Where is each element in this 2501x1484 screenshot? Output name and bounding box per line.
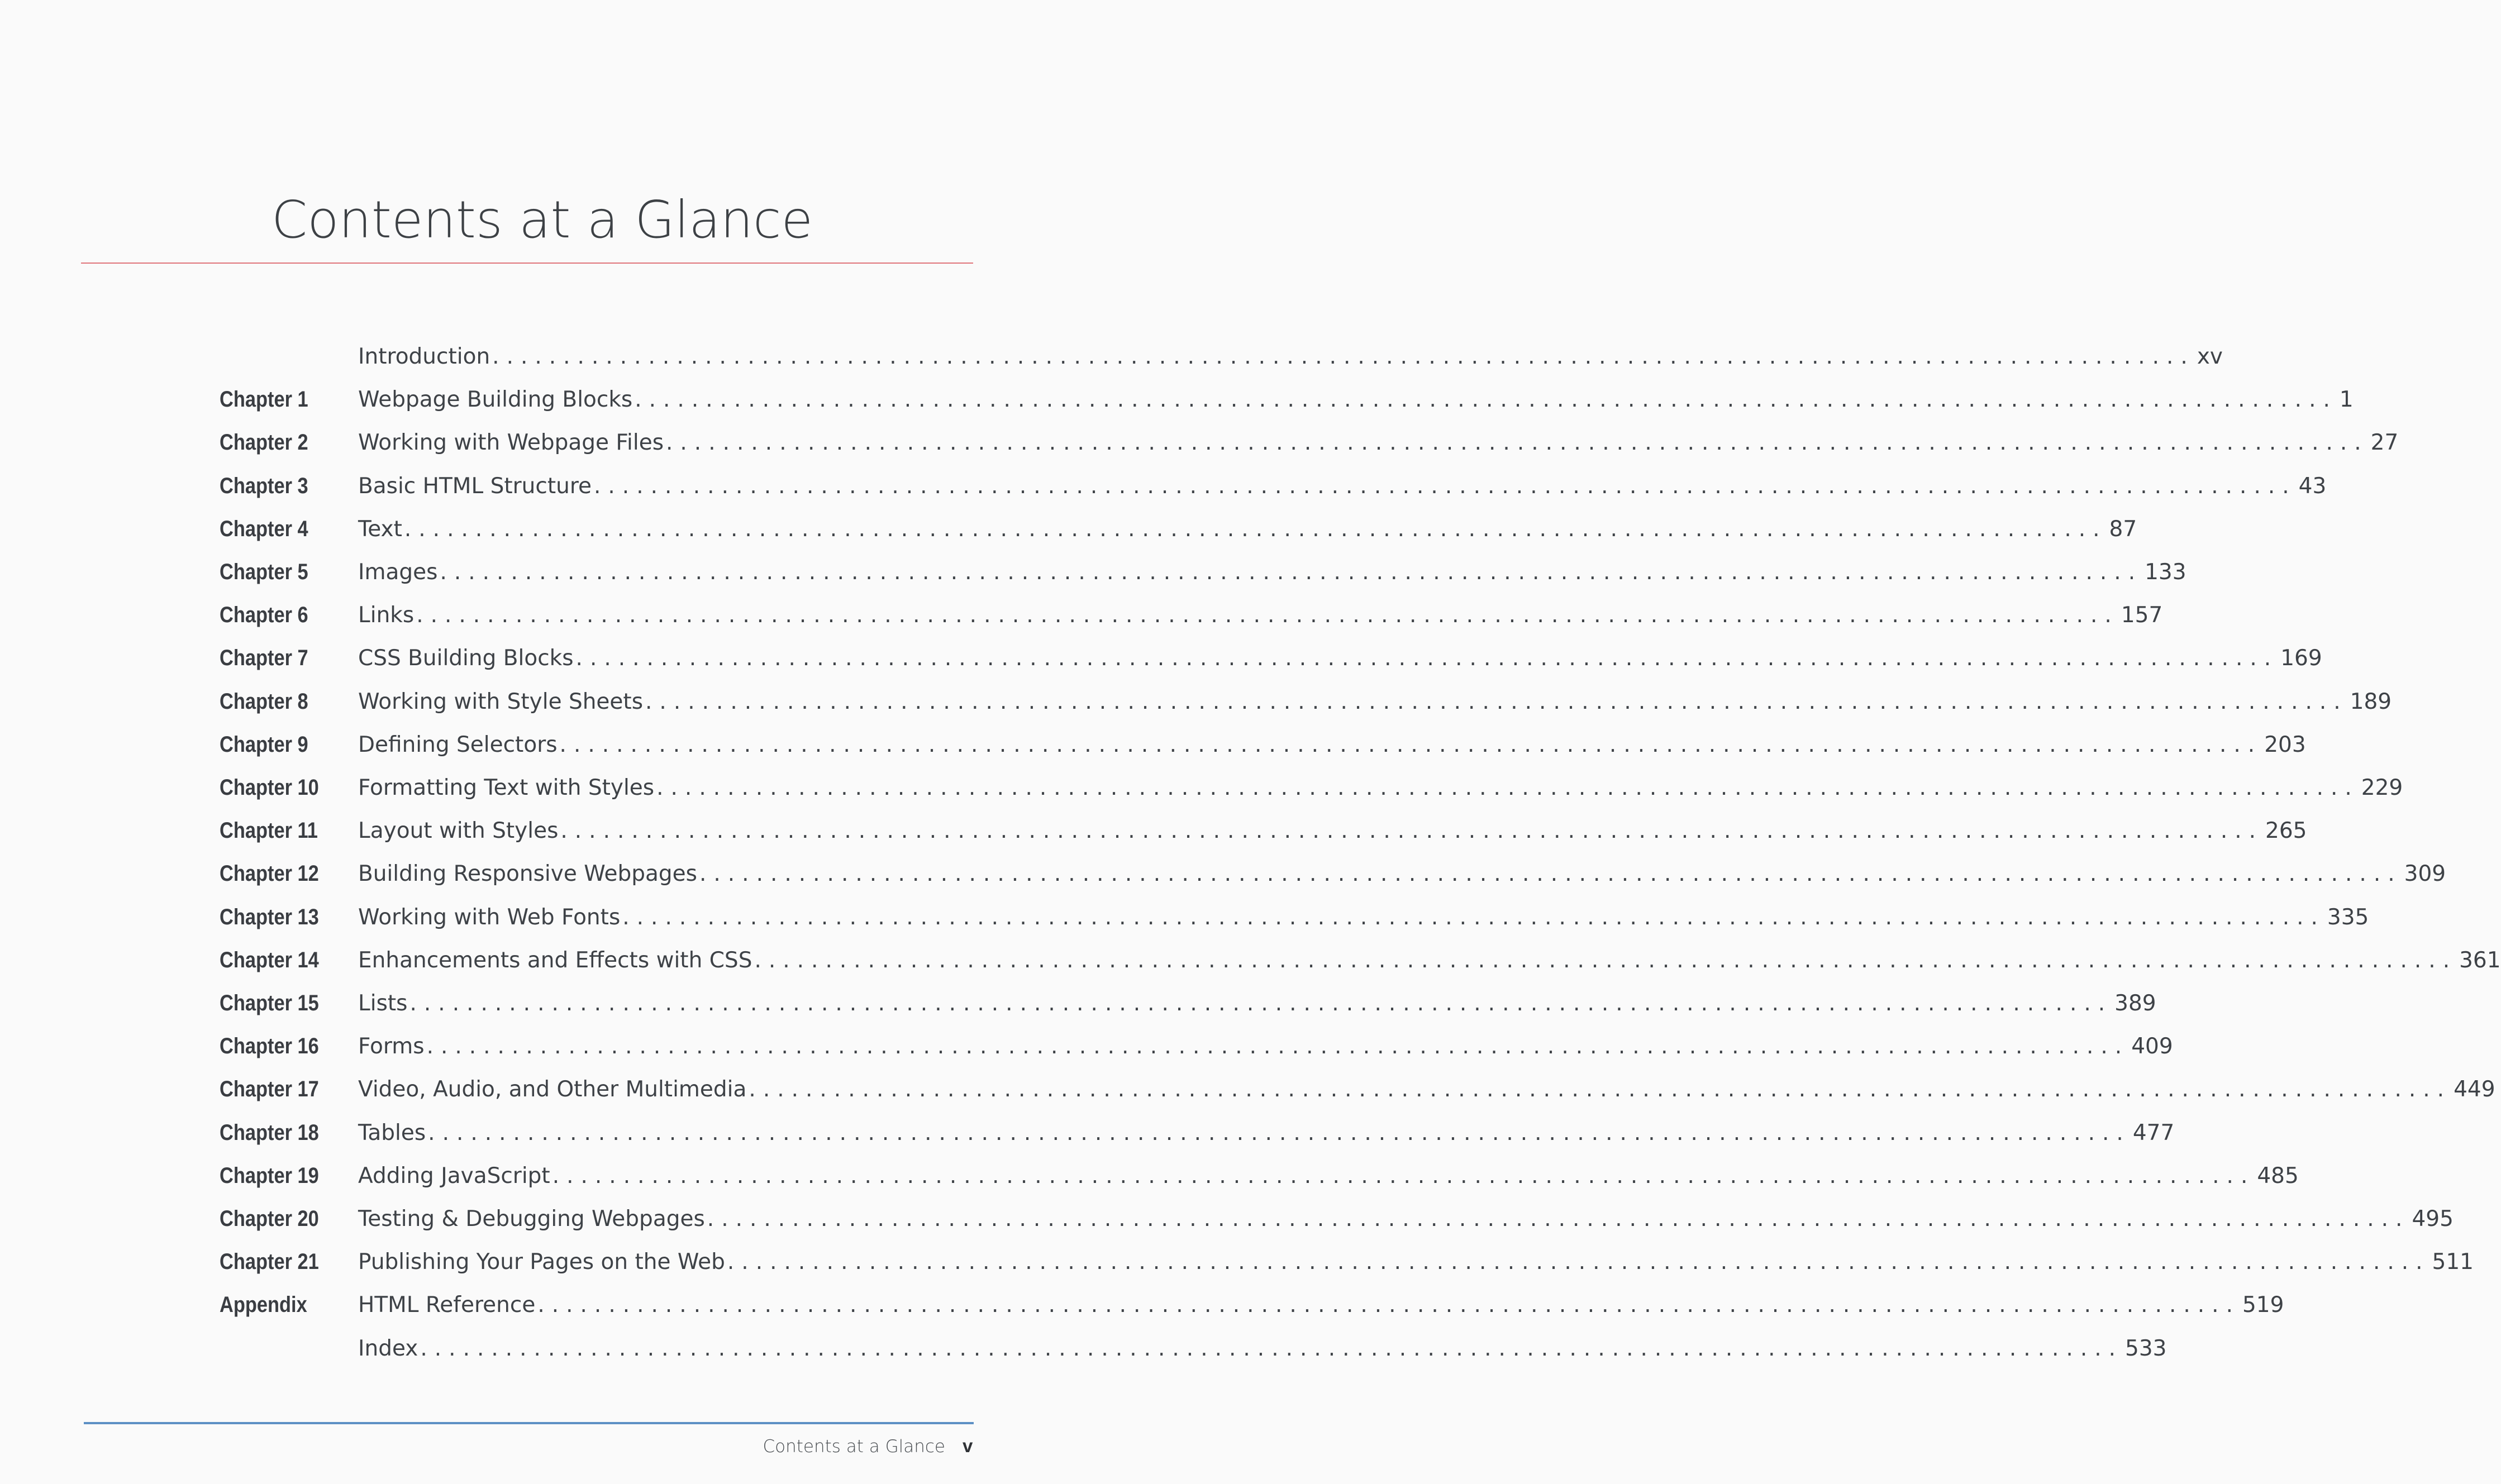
toc-page-number: 335: [2327, 904, 2369, 930]
dot-leader: ........................................................................................................................: [666, 430, 2369, 456]
toc-page-number: 511: [2432, 1249, 2474, 1275]
toc-page-number: 43: [2298, 473, 2327, 499]
toc-entry-title: Layout with Styles: [358, 818, 559, 844]
toc-page-number: 189: [2350, 689, 2392, 714]
toc-entry-line: [358, 1111, 2175, 1154]
toc-chapter-label: Chapter 6: [220, 603, 308, 628]
toc-entry-line: [358, 896, 2369, 939]
toc-entry-line: [358, 465, 2327, 508]
toc-page-number: 361: [2459, 947, 2501, 973]
toc-page-number: 27: [2370, 430, 2399, 456]
toc-entry: [0, 809, 2307, 852]
toc-page-number: 409: [2131, 1034, 2173, 1060]
toc-chapter-label: Chapter 5: [220, 560, 308, 584]
toc-entry-line: [358, 1068, 2495, 1111]
dot-leader: ........................................................................................................................: [594, 473, 2297, 499]
toc-chapter-label: Chapter 7: [220, 646, 308, 671]
toc-chapter-label: Chapter 12: [220, 861, 319, 886]
toc-entry-title: Working with Style Sheets: [358, 689, 644, 714]
toc-page-number: 157: [2121, 603, 2163, 628]
toc-entry-title: Introduction: [358, 344, 490, 369]
toc-entry-title: Building Responsive Webpages: [358, 861, 697, 887]
toc-chapter-label: Chapter 16: [220, 1034, 319, 1059]
dot-leader: ........................................................................................................................: [699, 861, 2402, 887]
toc-entry-line: [358, 637, 2322, 680]
toc-page-number: 485: [2257, 1163, 2299, 1189]
dot-leader: ........................................................................................................................: [754, 947, 2457, 973]
toc-entry: [0, 1197, 2454, 1240]
dot-leader: ........................................................................................................................: [537, 1292, 2240, 1318]
toc-entry-title: Enhancements and Effects with CSS: [358, 947, 752, 973]
toc-entry-title: Publishing Your Pages on the Web: [358, 1249, 725, 1275]
toc-entry-title: Links: [358, 603, 415, 628]
toc-entry-line: [358, 1197, 2454, 1240]
toc-entry-line: [358, 982, 2156, 1025]
toc-entry-line: [358, 1025, 2173, 1068]
toc-entry-line: [358, 335, 2223, 378]
toc-chapter-label: Chapter 1: [220, 387, 308, 412]
footer-divider: [84, 1422, 974, 1424]
toc-chapter-label: Chapter 19: [220, 1163, 319, 1188]
toc-entry-title: Webpage Building Blocks: [358, 387, 633, 413]
toc-entry-title: HTML Reference: [358, 1292, 536, 1318]
toc-entry-line: [358, 1240, 2474, 1283]
toc-page-number: 133: [2145, 560, 2186, 585]
toc-page-number: 1: [2339, 387, 2354, 413]
toc-entry-title: Adding JavaScript: [358, 1163, 550, 1189]
toc-entry-line: [358, 1154, 2299, 1197]
toc-chapter-label: Chapter 17: [220, 1077, 319, 1102]
toc-page-number: 309: [2404, 861, 2446, 887]
toc-entry-line: [358, 421, 2399, 464]
toc-page-number: 533: [2125, 1335, 2167, 1361]
toc-entry-title: Testing & Debugging Webpages: [358, 1206, 705, 1232]
toc-entry: [0, 982, 2156, 1025]
toc-entry-line: [358, 378, 2354, 421]
toc-entry-title: Index: [358, 1335, 418, 1361]
toc-chapter-label: Chapter 15: [220, 991, 319, 1015]
dot-leader: ........................................................................................................................: [428, 1120, 2131, 1146]
toc-page-number: 519: [2242, 1292, 2284, 1318]
toc-page-number: xv: [2197, 344, 2223, 369]
toc-entry: [0, 335, 2223, 378]
toc-entry-title: Formatting Text with Styles: [358, 775, 655, 800]
dot-leader: ........................................................................................................................: [622, 904, 2325, 930]
toc-chapter-label: Chapter 11: [220, 818, 318, 843]
toc-page-number: 477: [2132, 1120, 2175, 1146]
toc-entry: [0, 723, 2306, 766]
toc-page-number: 203: [2264, 732, 2306, 757]
toc-chapter-label: Chapter 18: [220, 1120, 319, 1145]
toc-entry-line: [358, 551, 2186, 594]
toc-entry-title: Lists: [358, 991, 408, 1016]
toc-chapter-label: Chapter 21: [220, 1249, 319, 1275]
toc-entry: [0, 1327, 2167, 1370]
toc-entry: [0, 421, 2399, 464]
title-divider: [81, 263, 973, 264]
dot-leader: ........................................................................................................................: [409, 991, 2113, 1016]
page-title: Contents at a Glance: [271, 190, 813, 250]
toc-entry-line: [358, 809, 2307, 852]
toc-entry-line: [358, 939, 2501, 982]
toc-entry: [0, 680, 2392, 723]
toc-entry-line: [358, 508, 2137, 551]
toc-entry-title: Basic HTML Structure: [358, 473, 592, 499]
toc-entry: [0, 1283, 2284, 1326]
toc-entry: [0, 852, 2446, 895]
toc-entry-title: Working with Web Fonts: [358, 904, 621, 930]
toc-entry-line: [358, 1283, 2284, 1326]
toc-entry: [0, 637, 2322, 680]
toc-entry: [0, 551, 2186, 594]
dot-leader: ........................................................................................................................: [707, 1206, 2410, 1232]
toc-page-number: 265: [2265, 818, 2307, 844]
toc-entry: [0, 766, 2403, 809]
toc-entry-title: Forms: [358, 1034, 425, 1060]
toc-chapter-label: Chapter 2: [220, 430, 308, 455]
toc-entry-title: Images: [358, 560, 438, 585]
toc-chapter-label: Chapter 8: [220, 689, 308, 714]
toc-chapter-label: Chapter 4: [220, 516, 308, 541]
dot-leader: ........................................................................................................................: [420, 1335, 2123, 1361]
toc-entry-title: Defining Selectors: [358, 732, 558, 757]
toc-entry: [0, 939, 2501, 982]
toc-entry-title: Video, Audio, and Other Multimedia: [358, 1077, 747, 1103]
toc-page-number: 169: [2280, 646, 2322, 671]
toc-entry: [0, 1068, 2495, 1111]
toc-entry: [0, 1240, 2474, 1283]
toc-chapter-label: Chapter 10: [220, 775, 319, 800]
toc-chapter-label: Appendix: [220, 1292, 307, 1318]
dot-leader: ........................................................................................................................: [559, 732, 2262, 757]
footer-page-number: v: [963, 1435, 973, 1456]
toc-chapter-label: Chapter 13: [220, 904, 319, 929]
toc-entry: [0, 1111, 2175, 1154]
toc-entry-line: [358, 723, 2306, 766]
dot-leader: ........................................................................................................................: [426, 1034, 2130, 1060]
toc-entry-line: [358, 1327, 2167, 1370]
dot-leader: ........................................................................................................................: [492, 344, 2195, 369]
toc-page-number: 495: [2412, 1206, 2454, 1232]
toc-entry: [0, 465, 2327, 508]
dot-leader: ........................................................................................................................: [440, 560, 2143, 585]
toc-entry: [0, 1154, 2299, 1197]
toc-page-number: 389: [2114, 991, 2156, 1016]
toc-page-number: 449: [2454, 1077, 2495, 1103]
toc-entry-title: Tables: [358, 1120, 426, 1146]
toc-chapter-label: Chapter 3: [220, 473, 308, 498]
toc-entry-line: [358, 680, 2392, 723]
toc-chapter-label: Chapter 14: [220, 947, 319, 972]
toc-entry-title: CSS Building Blocks: [358, 646, 574, 671]
dot-leader: ........................................................................................................................: [575, 646, 2279, 671]
running-footer-title: Contents at a Glance: [763, 1437, 945, 1457]
toc-entry-line: [358, 852, 2446, 895]
toc-chapter-label: Chapter 20: [220, 1206, 319, 1231]
dot-leader: ........................................................................................................................: [645, 689, 2348, 714]
dot-leader: ........................................................................................................................: [552, 1163, 2255, 1189]
toc-chapter-label: Chapter 9: [220, 732, 308, 757]
dot-leader: ........................................................................................................................: [635, 387, 2337, 413]
dot-leader: ........................................................................................................................: [656, 775, 2359, 800]
dot-leader: ........................................................................................................................: [416, 603, 2119, 628]
toc-page-number: 87: [2109, 516, 2137, 542]
toc-entry-line: [358, 594, 2163, 637]
toc-entry: [0, 1025, 2173, 1068]
toc-entry-title: Working with Webpage Files: [358, 430, 664, 456]
dot-leader: ........................................................................................................................: [749, 1077, 2452, 1103]
toc-entry: [0, 594, 2163, 637]
toc-page-number: 229: [2361, 775, 2403, 800]
toc-entry: [0, 378, 2354, 421]
dot-leader: ........................................................................................................................: [404, 516, 2107, 542]
toc-entry-line: [358, 766, 2403, 809]
dot-leader: ........................................................................................................................: [560, 818, 2264, 844]
toc-entry-title: Text: [358, 516, 402, 542]
toc-entry: [0, 508, 2137, 551]
dot-leader: ........................................................................................................................: [727, 1249, 2430, 1275]
toc-entry: [0, 896, 2369, 939]
